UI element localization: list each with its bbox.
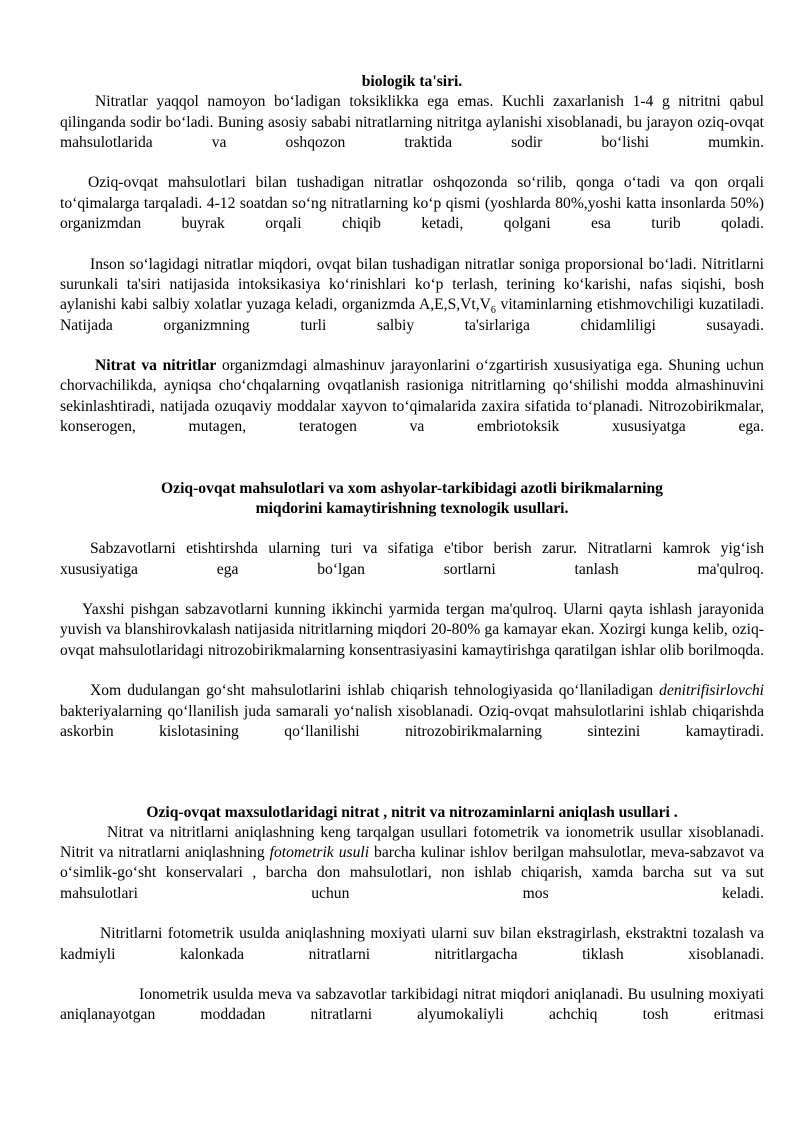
heading-technological-methods-line1: Oziq-ovqat mahsulotlari va xom ashyolar-tarkibidagi azotli birikmalarning — [161, 479, 663, 497]
italic-term-photometric: fotometrik usuli — [269, 844, 370, 862]
document-page — [60, 72, 764, 1046]
paragraph-metabolism-text: organizmdagi almashinuv jarayonlarini o‘zgartirish xususiyatiga ega. Shuning uchun chorvachilikda, ayniqsa cho‘chqalarning ovqatlanish rasioniga nitritlarning qo‘shilishi modda almashinuvini sekinlashtiradi, natijada ozuqaviy moddalar xayvon to‘qimalarida zaxira sifatida to‘planadi. Nitrozobirikmalar, konserogen, mutagen, teratogen va embriotoksik xususiyatga ega. — [60, 357, 764, 436]
paragraph-nitrate-toxicity: Nitratlar yaqqol namoyon bo‘ladigan toksiklikka ega emas. Kuchli zaxarlanish 1-4 g nitritni qabul qilinganda sodir bo‘ladi. Buning asosiy sababi nitratlarning nitritga aylanishi xisoblanadi, bu jarayon oziq-ovqat mahsulotlarida va oshqozon traktida sodir bo‘lishi mumkin. — [60, 93, 764, 151]
paragraph-methods — [60, 823, 764, 924]
paragraph-harvest: Yaxshi pishgan sabzavotlarni kunning ikkinchi yarmida tergan ma'qulroq. Ularni qayta ishlash jarayonida yuvish va blanshirovkalash natijasida nitritlarning miqdori 20-80% ga kamayar ekan. Xozirgi kunga kelib, oziq-ovqat mahsulotlaridagi nitrozobirikmalarning konsentrasiyasini kamaytirishga qaratilgan ishlar olib borilmoqda. — [60, 601, 764, 659]
vitamin-subscript: 6 — [490, 305, 496, 317]
heading-technological-methods-line2: miqdorini kamaytirishning texnologik usullari. — [255, 499, 569, 517]
italic-term-denitrifying: denitrifisirlovchi — [659, 682, 764, 700]
paragraph-smoked-meat — [60, 681, 764, 762]
section-title: biologik ta'siri. — [361, 73, 463, 90]
paragraph-smoked-meat-text-a: Xom dudulangan go‘sht mahsulotlarini ishlab chiqarish tehnologiyasida qo‘llaniladigan — [90, 682, 660, 700]
paragraph-metabolism — [60, 356, 764, 457]
paragraph-smoked-meat-text-b: bakteriyalarning qo‘llanilish juda samarali yo‘nalish xisoblanadi. Oziq-ovqat mahsulotlarini ishlab chiqarishda askorbin kislotasining qo‘llanilishi nitrozobirikmalarning sintezini kamaytiradi. — [60, 702, 764, 740]
bold-term-nitrates: Nitrat va nitritlar — [95, 357, 217, 375]
paragraph-absorption: Oziq-ovqat mahsulotlari bilan tushadigan nitratlar oshqozonda so‘rilib, qonga o‘tadi va qon orqali to‘qimalarga tarqaladi. 4-12 soatdan so‘ng nitratlarning ko‘p qismi (yoshlarda 80%,yoshi katta insonlarda 50%) organizmdan buyrak orqali chiqib ketadi, qolgani esa turib qoladi. — [60, 174, 764, 233]
paragraph-saliva-text-b: vitaminlarning etishmovchiligi kuzatiladi. Natijada organizmning turli salbiy ta'sirlariga chidamliligi susayadi. — [60, 296, 764, 334]
paragraph-saliva — [60, 255, 764, 356]
paragraph-methods-text-a: Nitrat va nitritlarni aniqlashning keng tarqalgan usullari fotometrik va ionometrik usullar xisoblanadi. Nitrit va nitratlarni aniqlashning — [60, 823, 764, 862]
paragraph-saliva-text-a: Inson so‘lagidagi nitratlar miqdori, ovqat bilan tushadigan nitratlar soniga proporsional bo‘ladi. Nitritlarni surunkali ta'siri natijasida intoksikasiya ko‘rinishlari ko‘p terlash, terining ko‘karishi, nafas siqishi, bosh aylanishi kabi salbiy xolatlar yuzaga keladi, organizmda A,E,S,Vt,V — [60, 255, 764, 314]
paragraph-vegetables: Sabzavotlarni etishtirshda ularning turi va sifatiga e'tibor berish zarur. Nitratlarni kamrok yig‘ish xususiyatiga ega bo‘lgan sortlarni tanlash ma'qulroq. — [60, 540, 764, 578]
paragraph-methods-text-b: barcha kulinar ishlov berilgan mahsulotlar, meva-sabzavot va o‘simlik-go‘sht konservalari , barcha don mahsulotlari, non ishlab chiqarish, xamda barcha sut va sut mahsulotlari uchun mos keladi. — [60, 844, 765, 902]
heading-determination-methods: Oziq-ovqat maxsulotlaridagi nitrat , nitrit va nitrozaminlarni aniqlash usullari . — [146, 803, 678, 821]
paragraph-ionometric: Ionometrik usulda meva va sabzavotlar tarkibidagi nitrat miqdori aniqlanadi. Bu usulning moxiyati aniqlanayotgan moddadan nitratlarni alyumokaliyli achchiq tosh eritmasi — [60, 986, 764, 1024]
paragraph-photometric: Nitritlarni fotometrik usulda aniqlashning moxiyati ularni suv bilan ekstragirlash, ekstraktni tozalash va kadmiyli kalonkada nitratlarni nitritlargacha tiklash xisoblanadi. — [60, 925, 764, 963]
